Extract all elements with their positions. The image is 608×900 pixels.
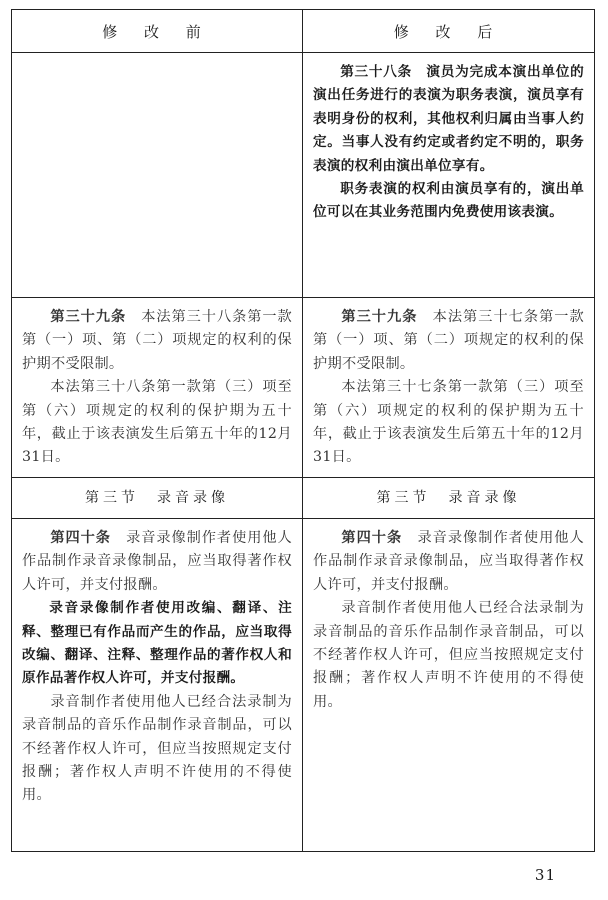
paragraph xyxy=(313,306,584,376)
paragraph xyxy=(22,527,292,597)
page-number: 31 xyxy=(534,866,556,884)
article-number: 第四十条 xyxy=(50,530,111,546)
section-heading-before: 第三节 录音录像 xyxy=(85,490,229,506)
header-after: 修 改 后 xyxy=(393,23,504,41)
paragraph xyxy=(313,61,584,178)
article-38-revised xyxy=(303,61,594,225)
article-number: 第四十条 xyxy=(341,530,403,546)
paragraph: 职务表演的权利由演员享有的，演出单位可以在其业务范围内免费使用该表演。 xyxy=(313,181,584,221)
paragraph-text: 本法第三十七条第一款第（一）项、第（二）项规定的权利的保护期不受限制。 xyxy=(313,309,584,372)
article-40-original xyxy=(12,527,302,808)
paragraph: 录音制作者使用他人已经合法录制为录音制品的音乐作品制作录音制品，可以不经著作权人许可，但应当按照规定支付报酬；著作权人声明不许使用的不得使用。 xyxy=(313,600,584,710)
paragraph-text: 本法第三十八条第一款第（一）项、第（二）项规定的权利的保护期不受限制。 xyxy=(22,309,292,372)
article-39-original xyxy=(12,306,302,470)
comparison-table xyxy=(11,9,595,852)
paragraph: 本法第三十八条第一款第（三）项至第（六）项规定的权利的保护期为五十年，截止于该表演发生后第五十年的12月31日。 xyxy=(22,379,292,466)
row-divider xyxy=(12,297,594,298)
article-number: 第三十九条 xyxy=(341,309,418,325)
article-39-revised xyxy=(303,306,594,470)
article-number: 第三十八条 xyxy=(340,64,413,80)
row-divider xyxy=(12,52,594,53)
row-divider xyxy=(12,518,594,519)
section-heading-after: 第三节 录音录像 xyxy=(376,490,521,506)
article-40-revised xyxy=(303,527,594,714)
paragraph xyxy=(313,527,584,597)
paragraph-text: 演员为完成本演出单位的演出任务进行的表演为职务表演，演员享有表明身份的权利，其他权利归属由当事人约定。当事人没有约定或者约定不明的，职务表演的权利由演出单位享有。 xyxy=(313,64,584,174)
paragraph: 录音制作者使用他人已经合法录制为录音制品的音乐作品制作录音制品，可以不经著作权人许可，但应当按照规定支付报酬；著作权人声明不许使用的不得使用。 xyxy=(22,693,292,804)
paragraph-text: 录音录像制作者使用他人作品制作录音录像制品，应当取得著作权人许可，并支付报酬。 xyxy=(22,530,292,593)
paragraph xyxy=(22,306,292,376)
article-number: 第三十九条 xyxy=(50,309,127,325)
paragraph: 本法第三十七条第一款第（三）项至第（六）项规定的权利的保护期为五十年，截止于该表演发生后第五十年的12月31日。 xyxy=(313,379,584,466)
paragraph-text: 录音录像制作者使用他人作品制作录音录像制品，应当取得著作权人许可，并支付报酬。 xyxy=(313,530,584,593)
header-before: 修 改 前 xyxy=(102,23,212,41)
paragraph: 录音录像制作者使用改编、翻译、注释、整理已有作品而产生的作品，应当取得改编、翻译、注释、整理作品的著作权人和原作品著作权人许可，并支付报酬。 xyxy=(22,600,292,687)
